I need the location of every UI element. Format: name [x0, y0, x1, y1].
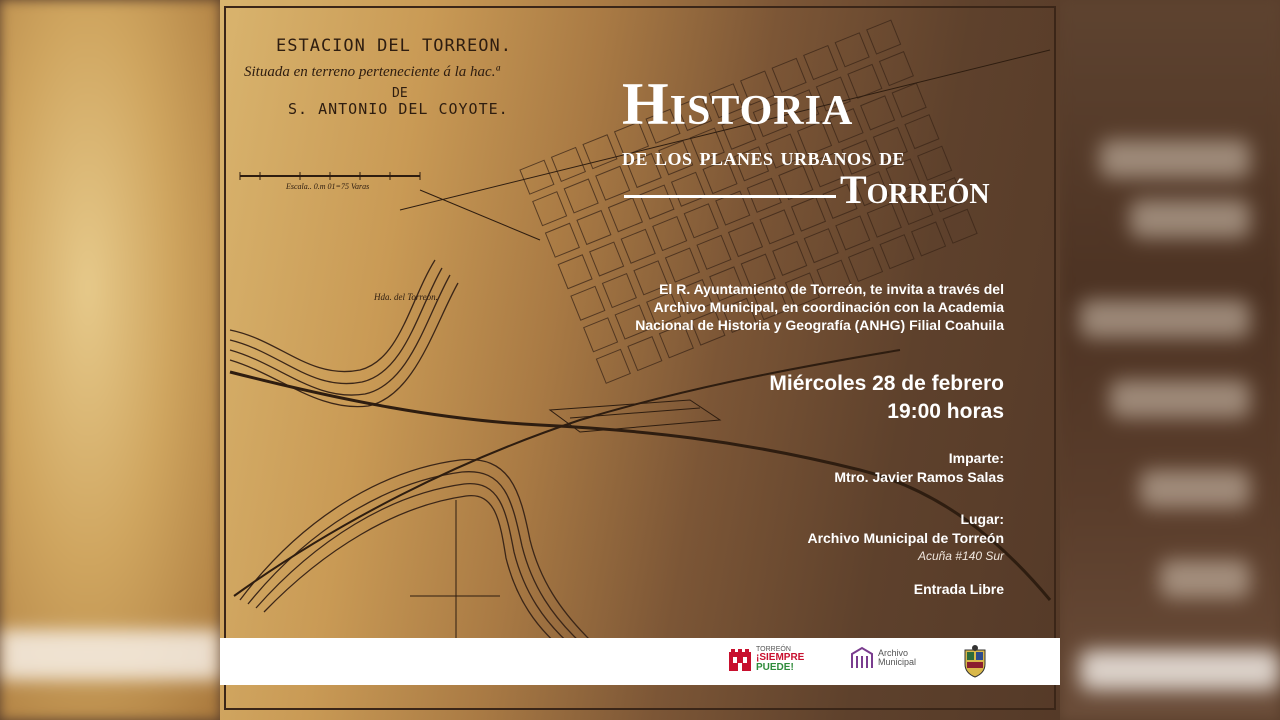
blurred-background-right	[1060, 0, 1280, 720]
blurred-text-blob	[1100, 140, 1250, 178]
torreon-logo-line: PUEDE!	[756, 662, 794, 673]
blurred-background-left	[0, 0, 220, 720]
coat-of-arms-seal	[962, 644, 988, 678]
venue-label: Lugar:	[960, 511, 1004, 527]
speaker-name: Mtro. Javier Ramos Salas	[834, 469, 1004, 485]
event-datetime	[769, 370, 1004, 426]
blurred-text-blob	[1160, 560, 1250, 598]
map-subtitle: Situada en terreno perteneciente á la hac.ª	[244, 64, 500, 80]
event-date: Miércoles 28 de febrero	[769, 372, 1004, 395]
map-scale-label: Escala.. 0.m 01=75 Varas	[286, 182, 370, 191]
event-poster	[220, 0, 1060, 720]
map-owner: S. ANTONIO DEL COYOTE.	[288, 100, 509, 118]
invitation-line: El R. Ayuntamiento de Torreón, te invita a través del	[659, 281, 1004, 297]
speaker-label: Imparte:	[948, 450, 1004, 466]
torreon-logo	[728, 646, 804, 673]
archivo-logo-line: Archivo	[878, 648, 909, 658]
blurred-footer-band-right	[1080, 650, 1280, 690]
map-hacienda-label: Hda. del Torreon.	[374, 292, 438, 302]
archivo-building-icon	[850, 646, 874, 670]
heading-rule	[624, 195, 836, 198]
blurred-text-blob	[1110, 380, 1250, 418]
heading-torreon: Torreón	[840, 167, 990, 212]
blurred-footer-band-left	[0, 630, 220, 680]
map-scale-bar	[240, 172, 420, 180]
venue-name: Archivo Municipal de Torreón	[807, 530, 1004, 546]
venue-address: Acuña #140 Sur	[917, 549, 1004, 563]
invitation-line: Nacional de Historia y Geografía (ANHG) Filial Coahuila	[635, 317, 1004, 333]
torreon-logo-line: TORREÓN	[756, 646, 791, 653]
coat-of-arms-icon	[962, 644, 988, 678]
event-time: 19:00 horas	[887, 400, 1004, 423]
map-hills	[230, 260, 590, 652]
map-de: DE	[392, 86, 408, 101]
heading-planes: de los planes urbanos de	[622, 142, 906, 171]
archivo-logo-text	[878, 649, 916, 667]
blurred-text-blob	[1130, 200, 1250, 238]
blurred-text-blob	[1140, 470, 1250, 508]
heading-historia: Historia	[622, 71, 854, 137]
torreon-tower-icon	[728, 648, 752, 672]
torreon-logo-line: ¡SIEMPRE	[756, 652, 805, 663]
sponsor-footer	[220, 638, 1060, 685]
map-title: ESTACION DEL TORREON.	[276, 36, 512, 56]
torreon-logo-text	[756, 646, 804, 673]
archivo-logo-line: Municipal	[878, 657, 917, 667]
archivo-municipal-logo	[850, 646, 916, 670]
invitation-line: Archivo Municipal, en coordinación con la Academia	[653, 299, 1004, 315]
entry-note: Entrada Libre	[913, 581, 1004, 597]
invitation-text	[635, 280, 1004, 334]
blurred-text-blob	[1080, 300, 1250, 338]
